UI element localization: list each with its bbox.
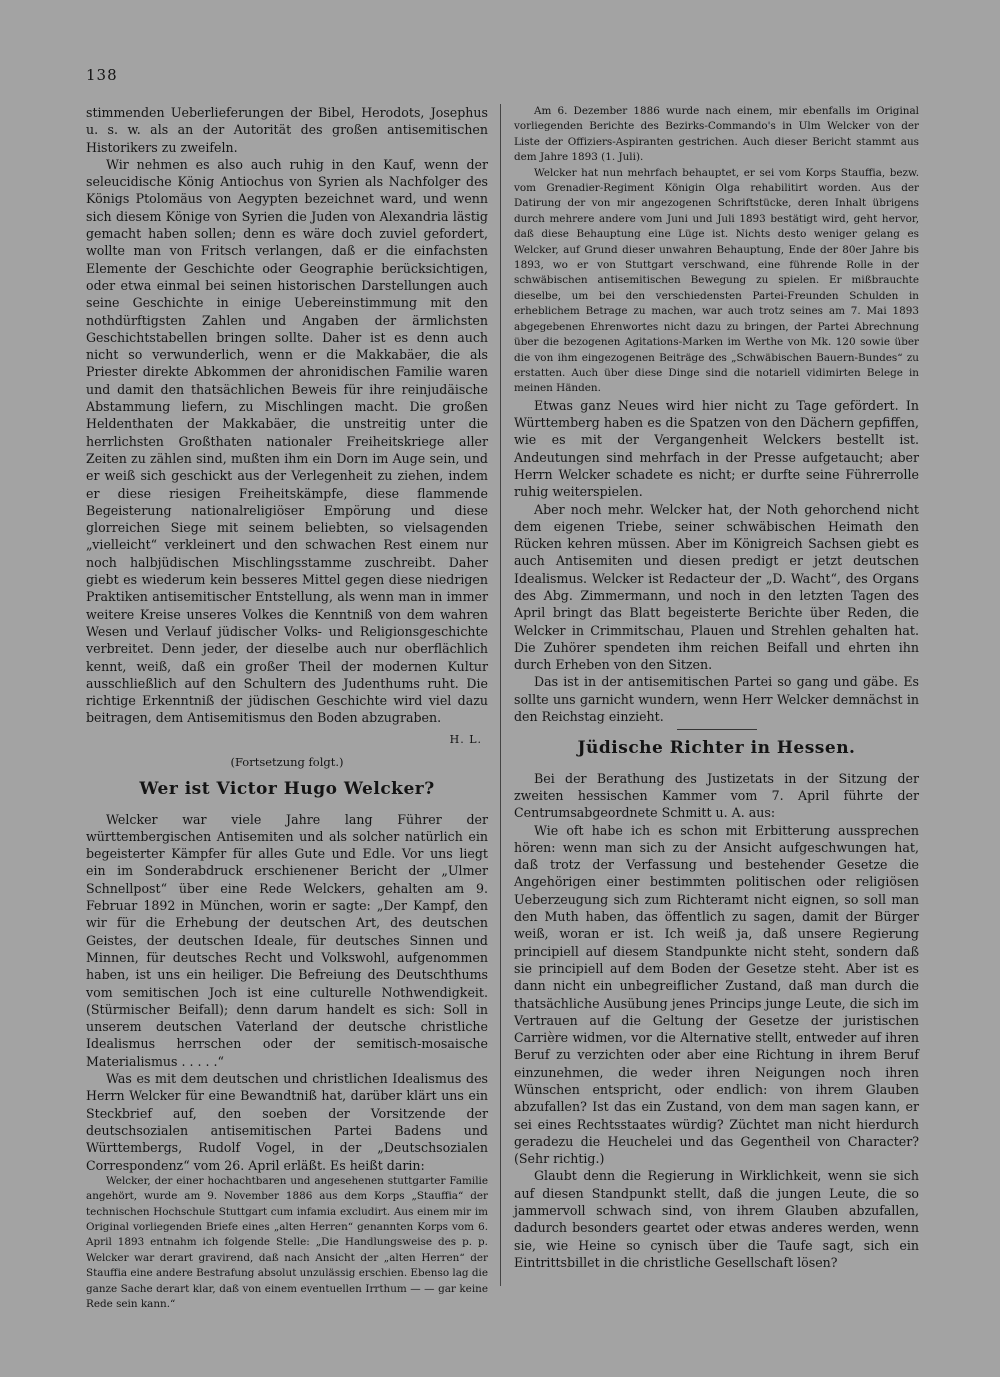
article2-paragraph: Etwas ganz Neues wird hier nicht zu Tage gefördert. In Württemberg haben es die Spatzen von den Dächern gepfiffen, wie es mit der Vergangenheit Welckers bestellt ist. Andeutungen sind mehrfach in der Presse aufgetaucht; aber Herrn Welcker schadete es nicht; er durfte seine Führerrolle ruhig weiterspielen.	[514, 397, 919, 500]
article2-quote: Welcker, der einer hochachtbaren und angesehenen stuttgarter Familie angehört, wurde am 9. November 1886 aus dem Korps „Stauffia“ der technischen Hochschule Stuttgart cum infamia excludirt. Aus einem mir im Original vorliegenden Briefe eines „alten Herren“ genannten Korps vom 6. April 1893 entnahm ich folgende Stelle: „Die Handlungsweise des p. p. Welcker war derart gravirend, daß nach Ansicht der „alten Herren“ der Stauffia eine andere Bestrafung absolut unzulässig erschien. Ebenso lag die ganze Sache derart klar, daß von einem eventuellen Irrthum — — gar keine Rede sein kann.“	[86, 1174, 488, 1311]
right-column	[514, 104, 919, 1271]
article3-paragraph: Wie oft habe ich es schon mit Erbitterung aussprechen hören: wenn man sich zu der Ansicht aufgeschwungen hat, daß trotz der Verfassung und bestehender Gesetze die Angehörigen einer bestimmten politischen oder religiösen Ueberzeugung sich zum Richteramt nicht eignen, so soll man den Muth haben, das öffentlich zu sagen, damit der Bürger weiß, woran er ist. Ich weiß ja, daß unsere Regierung principiell auf diesem Standpunkte nicht steht, sondern daß sie principiell auf dem Boden der Gesetze steht. Aber ist es dann nicht ein unbegreiflicher Zustand, daß man durch die thatsächliche Ausübung jenes Princips junge Leute, die sich im Vertrauen auf die Geltung der Gesetze der juristischen Carrière widmen, vor die Alternative stellt, entweder auf ihren Beruf zu verzichten oder aber eine Richtung in ihrem Beruf einzunehmen, die weder ihren Neigungen noch ihren Wünschen entspricht, oder endlich: von ihrem Glauben abzufallen? Ist das ein Zustand, von dem man sagen kann, er sei eines Rechtsstaates würdig? Züchtet man nicht hierdurch geradezu die Heuchelei und das Gegentheil von Character? (Sehr richtig.)	[514, 822, 919, 1167]
article1-paragraph: Wir nehmen es also auch ruhig in den Kauf, wenn der seleucidische König Antiochus von Syrien als Nachfolger des Königs Ptolomäus von Aegypten bezeichnet ward, und wenn sich diesem Könige von Syrien die Juden von Alexandria lästig gemacht haben sollen; denn es wäre doch zuviel gefordert, wollte man von Fritsch verlangen, daß er die einfachsten Elemente der Geschichte oder Geographie berücksichtigen, oder etwa einmal bei seinen historischen Darstellungen auch seine Geschichte in einige Uebereinstimmung mit den nothdürftigsten Zahlen und Angaben der ärmlichsten Geschichtstabellen bringen sollte. Daher ist es denn auch nicht so verwunderlich, wenn er die Makkabäer, die als Priester direkte Abkommen der ahronidischen Familie waren und damit den thatsächlichen Beweis für ihre reinjudäische Abstammung liefern, zu Mischlingen macht. Die großen Heldenthaten der Makkabäer, die unstreitig unter die herrlichsten Großthaten nationaler Freiheitskriege aller Zeiten zu zählen sind, mußten ihm ein Dorn im Auge sein, und er weiß sich geschickt aus der Verlegenheit zu ziehen, indem er diese riesigen Freiheitskämpfe, diese flammende Begeisterung nationalreligiöser Empörung und diese glorreichen Siege mit seinem beliebten, so vielsagenden „vielleicht“ verkleinert und den schwachen Rest einem nur noch halbjüdischen Mischlingsstamme zuschreibt. Daher giebt es wiederum kein besseres Mittel gegen diese niedrigen Praktiken antisemitischer Entstellung, als wenn man in immer weitere Kreise unseres Volkes die Kenntniß von dem wahren Wesen und Verlauf jüdischer Volks- und Religionsgeschichte verbreitet. Denn jeder, der dieselbe auch nur oberflächlich kennt, weiß, daß ein großer Theil der modernen Kultur ausschließlich auf den Schultern des Judenthums ruht. Die richtige Erkenntniß der jüdischen Geschichte wird viel dazu beitragen, dem Antisemitismus den Boden abzugraben.	[86, 156, 488, 726]
column-divider	[500, 104, 501, 1286]
article3-paragraph: Bei der Berathung des Justizetats in der Sitzung der zweiten hessischen Kammer vom 7. April führte der Centrumsabgeordnete Schmitt u. A. aus:	[514, 770, 919, 821]
article3-title: Jüdische Richter in Hessen.	[577, 738, 856, 759]
article2-quote: Am 6. Dezember 1886 wurde nach einem, mir ebenfalls im Original vorliegenden Berichte des Bezirks-Commando's in Ulm Welcker von der Liste der Offiziers-Aspiranten gestrichen. Auch dieser Bericht stammt aus dem Jahre 1893 (1. Juli).	[514, 105, 919, 164]
article3-paragraph: Glaubt denn die Regierung in Wirklichkeit, wenn sie sich auf diesen Standpunkt stellt, daß die jungen Leute, die so jammervoll schwach sind, von ihrem Glauben abzufallen, dadurch besonders geartet oder etwas anderes werden, wenn sie, wie Heine so cynisch über die Taufe sagt, sich ein Eintrittsbillet in die christliche Gesellschaft lösen?	[514, 1168, 919, 1270]
article1-paragraph: stimmenden Ueberlieferungen der Bibel, Herodots, Josephus u. s. w. als an der Autorität des großen antisemitischen Historikers zu zweifeln.	[86, 105, 488, 155]
article2-paragraph: Was es mit dem deutschen und christlichen Idealismus des Herrn Welcker für eine Bewandtniß hat, darüber klärt uns ein Steckbrief auf, den soeben der Vorsitzende der deutschsozialen antisemitischen Partei Badens und Württembergs, Rudolf Vogel, in der „Deutschsozialen Correspondenz“ vom 26. April erläßt. Es heißt darin:	[86, 1071, 488, 1173]
page-number: 138	[86, 66, 118, 84]
continued-note: (Fortsetzung folgt.)	[230, 754, 344, 769]
author-signature: H. L.	[449, 732, 482, 746]
article2-paragraph: Das ist in der antisemitischen Partei so gang und gäbe. Es sollte uns garnicht wundern, wenn Herr Welcker demnächst in den Reichstag einzieht.	[514, 674, 919, 725]
section-divider	[677, 729, 757, 730]
article2-paragraph: Welcker war viele Jahre lang Führer der württembergischen Antisemiten und als solcher natürlich ein begeisterter Kämpfer für alles Gute und Edle. Vor uns liegt ein im Sonderabdruck erschienener Bericht der „Ulmer Schnellpost“ über eine Rede Welckers, gehalten am 9. Februar 1892 in München, worin er sagte: „Der Kampf, den wir für die Erhebung der deutschen Art, des deutschen Geistes, der deutschen Ideale, für deutsches Sinnen und Minnen, für deutsches Recht und Volkswohl, aufgenommen haben, ist uns ein heiliger. Die Befreiung des Deutschthums vom semitischen Joch ist eine culturelle Nothwendigkeit. (Stürmischer Beifall); denn darum handelt es sich: Soll in unserem deutschen Vaterland der deutsche christliche Idealismus herrschen oder der semitisch-mosaische Materialismus . . . . .“	[86, 811, 488, 1069]
article2-paragraph: Aber noch mehr. Welcker hat, der Noth gehorchend nicht dem eigenen Triebe, seiner schwäbischen Heimath den Rücken kehren müssen. Aber im Königreich Sachsen giebt es auch Antisemiten und diesen predigt er jetzt deutschen Idealismus. Welcker ist Redacteur der „D. Wacht“, des Organs des Abg. Zimmermann, und noch in den letzten Tagen des April bringt das Blatt begeisterte Berichte über Reden, die Welcker in Crimmitschau, Plauen und Strehlen gehalten hat. Die Zuhörer spendeten ihm reichen Beifall und ehrten ihn durch Erheben von den Sitzen.	[514, 501, 919, 673]
left-column	[86, 104, 488, 1312]
article2-quote: Welcker hat nun mehrfach behauptet, er sei vom Korps Stauffia, bezw. vom Grenadier-Regiment Königin Olga rehabilitirt worden. Aus der Datirung der von mir angezogenen Schriftstücke, deren Inhalt übrigens durch mehrere andere vom Juni und Juli 1893 bestätigt wird, geht hervor, daß diese Behauptung eine Lüge ist. Nichts desto weniger gelang es Welcker, auf Grund dieser unwahren Behauptung, Ende der 80er Jahre bis 1893, wo er von Stuttgart verschwand, eine führende Rolle in der schwäbischen antisemitischen Bewegung zu spielen. Er mißbrauchte dieselbe, um bei den verschiedensten Partei-Freunden Schulden in erheblichem Betrage zu machen, war auch trotz seines am 7. Mai 1893 abgegebenen Ehrenwortes nicht dazu zu bringen, der Partei Abrechnung über die bezogenen Agitations-Marken im Werthe von Mk. 120 sowie über die von ihm eingezogenen Beiträge des „Schwäbischen Bauern-Bundes“ zu erstatten. Auch über diese Dinge sind die notariell vidimirten Belege in meinen Händen.	[514, 166, 919, 395]
article2-title: Wer ist Victor Hugo Welcker?	[139, 779, 435, 800]
